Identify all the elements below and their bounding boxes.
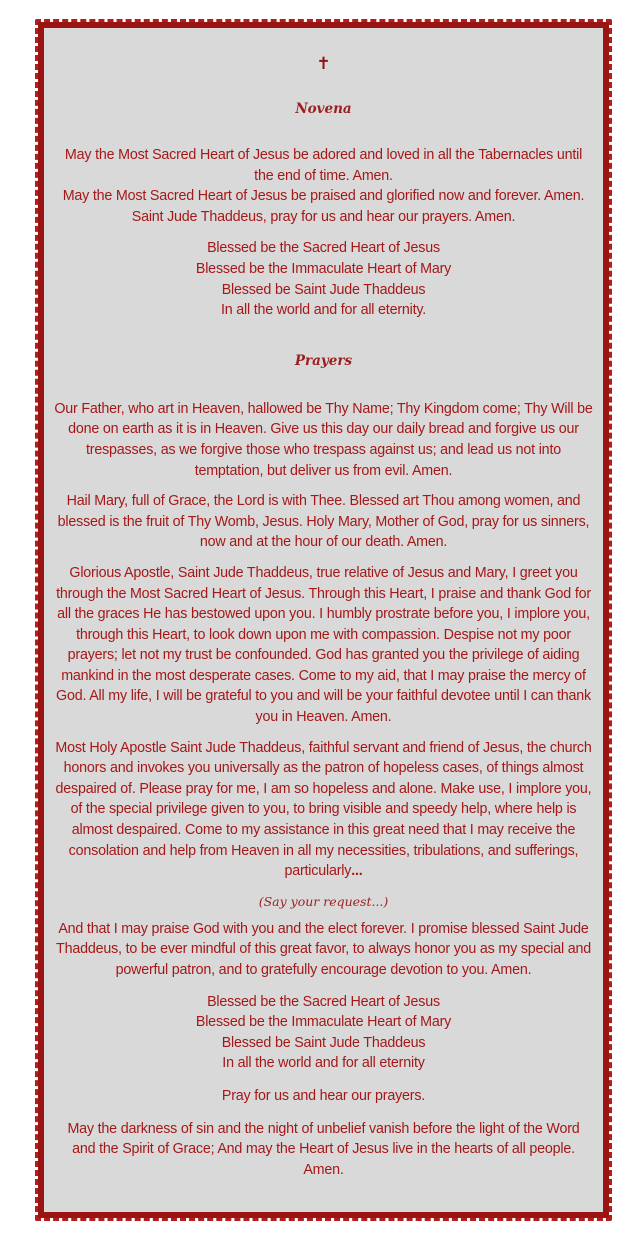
blessing-line: In all the world and for all eternity xyxy=(222,1055,425,1072)
blessing-line: Blessed be Saint Jude Thaddeus xyxy=(221,281,426,298)
blessing-line: Blessed be the Immaculate Heart of Mary xyxy=(195,1014,452,1031)
and-that-prayer: And that I may praise God with you and the elect forever. I promise blessed Saint Jude Thaddeus, to be ever mindful of this great favor, to always honor you as my special and powerful patron, and to gratefully encourage devotion to you. Amen. xyxy=(56,920,591,978)
blessing-line: Blessed be the Sacred Heart of Jesus xyxy=(207,240,440,257)
blessing-line: Blessed be the Sacred Heart of Jesus xyxy=(207,993,440,1010)
novena-heading: Novena xyxy=(295,101,352,117)
glorious-apostle-prayer: Glorious Apostle, Saint Jude Thaddeus, true relative of Jesus and Mary, I greet you through the Most Sacred Heart of Jesus. Through this Heart, I praise and thank God for all the graces He has bestowed upon you. I humbly prostrate before you, I implore you, through this Heart, to look down upon me with compassion. Despise not my poor prayers; let not my trust be confounded. God has granted you the privilege of aiding mankind in the most desperate cases. Come to my aid, that I may praise the mercy of God. All my life, I will be grateful to you and will be your faithful devotee until I can thank you in Heaven. Amen. xyxy=(56,564,591,726)
prayers-heading: Prayers xyxy=(294,352,353,369)
novena-line: Saint Jude Thaddeus, pray for us and hear our prayers. Amen. xyxy=(131,208,516,225)
page-border-frame xyxy=(38,22,609,1218)
closing-prayer: May the darkness of sin and the night of unbelief vanish before the light of the Word and the Spirit of Grace; And may the Heart of Jesus live in the hearts of all people. Amen. xyxy=(67,1120,580,1178)
blessing-line: In all the world and for all eternity. xyxy=(220,302,427,319)
novena-paragraph xyxy=(54,145,593,227)
novena-line: May the Most Sacred Heart of Jesus be adored and loved in all the Tabernacles until xyxy=(64,147,583,163)
novena-blessings xyxy=(54,238,593,320)
our-father-prayer: Our Father, who art in Heaven, hallowed be Thy Name; Thy Kingdom come; Thy Will be done on earth as it is in Heaven. Give us this day our daily bread and forgive us our trespasses, as we forgive those who trespass against us; and lead us not into temptation, but deliver us from evil. Amen. xyxy=(54,400,593,479)
most-holy-apostle-text: Most Holy Apostle Saint Jude Thaddeus, faithful servant and friend of Jesus, the church honors and invokes you universally as the patron of hopeless cases, of things almost despaired of. Please pray for me, I am so hopeless and alone. Make use, I implore you, of the special privilege given to you, to bring visible and speedy help, where help is almost despaired. Come to my assistance in this great need that I may receive the consolation and help from Heaven in all my necessities, tribulations, and sufferings, particularly xyxy=(55,739,592,880)
blessing-line: Blessed be Saint Jude Thaddeus xyxy=(221,1034,426,1051)
ellipsis: ... xyxy=(351,863,363,880)
novena-line: the end of time. Amen. xyxy=(254,167,393,184)
pray-for-us-line: Pray for us and hear our prayers. xyxy=(221,1087,426,1104)
cross-icon: ✝ xyxy=(316,54,331,74)
prayers-blessings xyxy=(54,992,593,1074)
most-holy-apostle-prayer xyxy=(54,738,593,882)
prayer-card xyxy=(44,28,603,1212)
novena-line: May the Most Sacred Heart of Jesus be praised and glorified now and forever. Amen. xyxy=(62,188,585,205)
blessing-line: Blessed be the Immaculate Heart of Mary xyxy=(195,260,452,277)
request-prompt: (Say your request...) xyxy=(258,893,389,909)
hail-mary-prayer: Hail Mary, full of Grace, the Lord is with Thee. Blessed art Thou among women, and blessed is the fruit of Thy Womb, Jesus. Holy Mary, Mother of God, pray for us sinners, now and at the hour of our death. Amen. xyxy=(57,493,590,551)
